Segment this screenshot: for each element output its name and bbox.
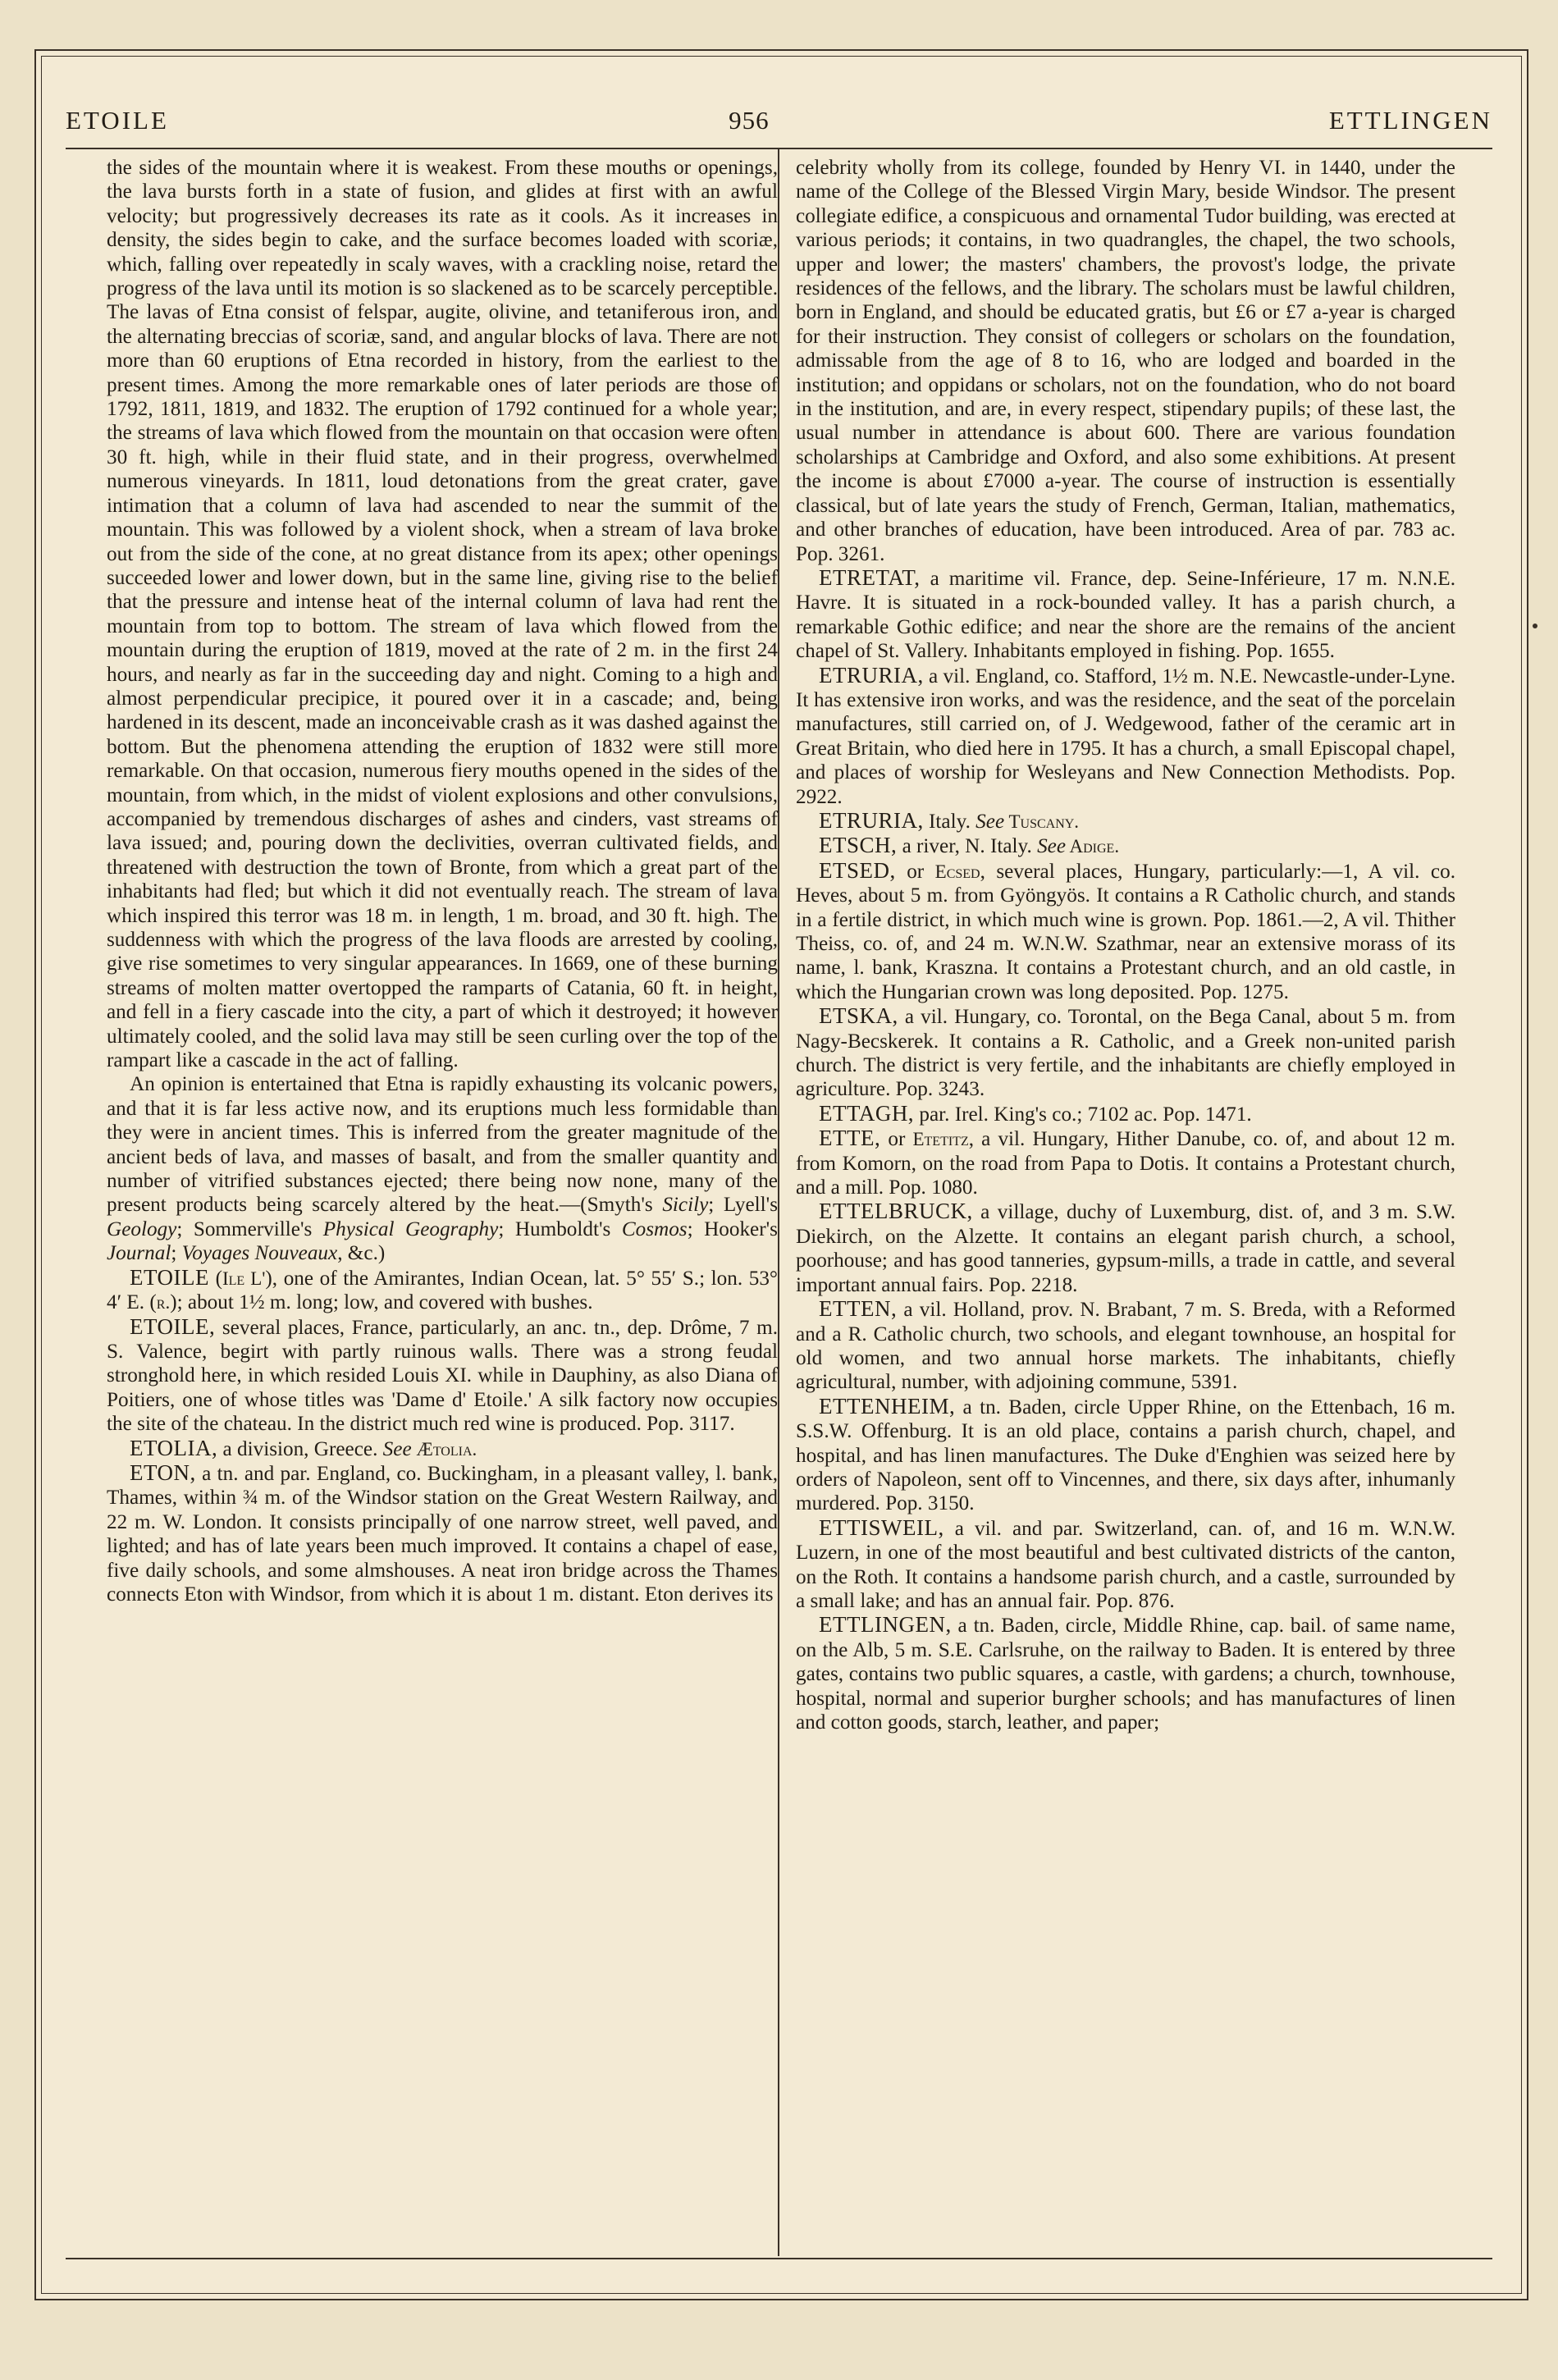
entry-ettenheim: ETTENHEIM, a tn. Baden, circle Upper Rhine, on the Ettenbach, 16 m. S.S.W. Offenburg. It is an old place, contains a parish church, chapel, and hospital, and has linen manufactures. The Duke d'Enghien was seized here by orders of Napoleon, sent off to Vincennes, and there, six days after, inhumanly murdered. Pop. 3150. bbox=[796, 1393, 1455, 1515]
headword: ETON, bbox=[130, 1460, 196, 1485]
column-divider bbox=[778, 148, 779, 2256]
headword: ETRETAT, bbox=[819, 564, 921, 590]
headword: ETSED, bbox=[819, 857, 896, 883]
headword: ETOILE bbox=[130, 1264, 209, 1290]
entry-etna-continued: the sides of the mountain where it is weakest. From these mouths or openings, the lava bursts forth in a state of fusion, and glides at first with an awful velocity; but progressively decreases its rate as it cools. As it increases in density, the sides begin to cake, and the surface becomes loaded with scoriæ, which, falling over repeatedly in scaly waves, with a crackling noise, retard the progress of the lava until its motion is so slackened as to be scarcely perceptible. The lavas of Etna consist of felspar, augite, olivine, and tetaniferous iron, and the alternating breccias of scoriæ, sand, and angular blocks of lava. There are not more than 60 eruptions of Etna recorded in history, from the earliest to the present times. Among the more remarkable ones of later periods are those of 1792, 1811, 1819, and 1832. The eruption of 1792 continued for a whole year; the streams of lava which flowed from the mountain on that occasion were often 30 ft. high, while in their fluid state, and in their progress, overwhelmed numerous vineyards. In 1811, loud detonations from the great crater, gave intimation that a column of lava had ascended to near the summit of the mountain. This was followed by a violent shock, when a stream of lava broke out from the side of the cone, at no great distance from its apex; other openings succeeded lower and lower down, but in the same line, giving rise to the belief that the pressure and intense heat of the internal column of lava had rent the mountain from top to bottom. The stream of lava which flowed from the mountain during the eruption of 1819, moved at the rate of 2 m. in the first 24 hours, and nearly as far in the succeeding day and night. Coming to a high and almost perpendicular precipice, it poured over it in a cascade; and, being hardened in its descent, made an inconceivable crash as it was dashed against the bottom. But the phenomena attending the eruption of 1832 were still more remarkable. On that occasion, numerous fiery mouths opened in the sides of the mountain, from which, in the midst of violent explosions and other convulsions, accompanied by tremendous discharges of ashes and cinders, vast streams of lava issued; and, pouring down the declivities, overran cultivated fields, and threatened with destruction the town of Bronte, from which a great part of the inhabitants had fled; but which it did not eventually reach. The stream of lava which inspired this terror was 18 m. in length, 1 m. broad, and 30 ft. high. The suddenness with which the progress of the lava floods are arrested by cooling, give rise sometimes to very singular appearances. In 1669, one of these burning streams of molten matter overtopped the ramparts of Catania, 60 ft. in height, and fell in a fiery cascade into the city, a part of which it destroyed; it however ultimately cooled, and the solid lava may still be seen curling over the top of the rampart like a cascade in the act of falling. bbox=[107, 157, 778, 1072]
entry-ettisweil: ETTISWEIL, a vil. and par. Switzerland, can. of, and 16 m. W.N.W. Luzern, in one of the most beautiful and best cultivated districts of the canton, on the Roth. It contains a handsome parish church, and a castle, surrounded by a small lake; and has an annual fair. Pop. 876. bbox=[796, 1514, 1455, 1612]
headword: ETRURIA, bbox=[819, 807, 924, 833]
entry-etsch: ETSCH, a river, N. Italy. See Adige. bbox=[819, 833, 1120, 858]
entry-ettagh: ETTAGH, par. Irel. King's co.; 7102 ac. Pop. 1471. bbox=[819, 1100, 1252, 1126]
entry-etsed: ETSED, or Ecsed, several places, Hungary, particularly:—1, A vil. co. Heves, about 5 m. from Gyöngyös. It contains a R Catholic church, and stands in a fertile district, in which much wine is grown. Pop. 1861.—2, A vil. Thither Theiss, co. of, and 24 m. W.N.W. Szathmar, near an extensive morass of its name, l. bank, Kraszna. It contains a Protestant church, and an old castle, in which the Hungarian crown was long deposited. Pop. 1275. bbox=[796, 857, 1455, 1003]
right-column bbox=[796, 156, 1455, 1734]
entry-etruria-england: ETRURIA, a vil. England, co. Stafford, 1½ m. N.E. Newcastle-under-Lyne. It has extensive iron works, and was the residence, and the seat of the porcelain manufactures, still carried on, of J. Wedgewood, father of the ceramic art in Great Britain, who died here in 1795. It has a church, a small Episcopal chapel, and places of worship for Wesleyans and New Connection Methodists. Pop. 2922. bbox=[796, 662, 1455, 808]
headword: ETSCH, bbox=[819, 833, 898, 858]
running-head-right: ETTLINGEN bbox=[1328, 106, 1492, 135]
entry-ettlingen: ETTLINGEN, a tn. Baden, circle, Middle Rhine, cap. bail. of same name, on the Alb, 5 m. S.E. Carlsruhe, on the railway to Baden. It is entered by three gates, contains two public squares, a castle, with gardens; a church, townhouse, hospital, normal and superior burgher schools; and has manufactures of linen and cotton goods, starch, leather, and paper; bbox=[796, 1612, 1455, 1734]
headword: ETOILE, bbox=[130, 1313, 216, 1339]
entry-etretat: ETRETAT, a maritime vil. France, dep. Seine-Inférieure, 17 m. N.N.E. Havre. It is situated in a rock-bounded valley. It has a parish church, a remarkable Gothic edifice; and near the shore are the remains of the ancient chapel of St. Vallery. Inhabitants employed in fishing. Pop. 1655. bbox=[796, 564, 1455, 663]
headword: ETRURIA, bbox=[819, 662, 924, 688]
headword: ETTELBRUCK, bbox=[819, 1199, 973, 1224]
entry-etna-opinion: An opinion is entertained that Etna is rapidly exhausting its volcanic powers, and that it is far less active now, and its eruptions much less formidable than they were in ancient times. This is inferred from the greater magnitude of the ancient beds of lava, and masses of basalt, and from the smaller quantity and number of vitrified substances ejected; there being now none, many of the present products being scarcely altered by the heat.—(Smyth's Sicily; Lyell's Geology; Sommerville's Physical Geography; Humboldt's Cosmos; Hooker's Journal; Voyages Nouveaux, &c.) bbox=[107, 1073, 779, 1265]
headword: ETTENHEIM, bbox=[819, 1393, 956, 1418]
headword: ETTE, bbox=[819, 1126, 881, 1151]
entry-etten: ETTEN, a vil. Holland, prov. N. Brabant, 7 m. S. Breda, with a Reformed and a R. Catholic church, two schools, and elegant townhouse, an hospital for old women, and two annual horse markets. The inhabitants, chiefly agricultural, number, with adjoining commune, 5391. bbox=[796, 1296, 1455, 1394]
running-head-left: ETOILE bbox=[66, 106, 169, 135]
entry-eton: ETON, a tn. and par. England, co. Buckingham, in a pleasant valley, l. bank, Thames, within ¾ m. of the Windsor station on the Great Western Railway, and 22 m. W. London. It consists principally of one narrow street, well paved, and lighted; and has of late years been much improved. It contains a chapel of ease, five daily schools, and some almshouses. A neat iron bridge across the Thames connects Eton with Windsor, from which it is about 1 m. distant. Eton derives its bbox=[107, 1460, 778, 1606]
entry-etolia: ETOLIA, a division, Greece. See Ætolia. bbox=[130, 1435, 477, 1460]
left-column bbox=[107, 156, 778, 1606]
headword: ETTISWEIL, bbox=[819, 1514, 944, 1540]
speck bbox=[1533, 624, 1537, 628]
entry-ettelbruck: ETTELBRUCK, a village, duchy of Luxemburg, dist. of, and 3 m. S.W. Diekirch, on the Alzette. It contains an elegant parish church, a school, poorhouse; and has good tanneries, gypsum-mills, a trade in cattle, and several important annual fairs. Pop. 2218. bbox=[796, 1199, 1455, 1296]
page-number: 956 bbox=[729, 106, 770, 135]
headword: ETTLINGEN, bbox=[819, 1612, 952, 1638]
headword: ETTAGH, bbox=[819, 1100, 915, 1126]
entry-etoile-france: ETOILE, several places, France, particularly, an anc. tn., dep. Drôme, 7 m. S. Valence, begirt with partly ruinous walls. There was a strong feudal stronghold here, in which resided Louis XI. while in Dauphiny, as also Diana of Poitiers, one of whose titles was 'Dame d' Etoile.' A silk factory now occupies the site of the chateau. In the district much red wine is produced. Pop. 3117. bbox=[107, 1313, 778, 1436]
entry-eton-continued: celebrity wholly from its college, founded by Henry VI. in 1440, under the name of the College of the Blessed Virgin Mary, beside Windsor. The present collegiate edifice, a conspicuous and ornamental Tudor building, was erected at various periods; it contains, in two quadrangles, the chapel, the two schools, upper and lower; the masters' chambers, the provost's lodge, the private residences of the fellows, and the library. The scholars must be lawful children, born in England, and should be educated gratis, but £6 or £7 a-year is charged for their instruction. They consist of collegers or scholars on the foundation, admissable from the age of 8 to 16, who are lodged and boarded in the institution; and oppidans or scholars, not on the foundation, who do not board in the institution, and are, in every respect, stipendary pupils; of these last, the usual number in attendance is about 600. There are various foundation scholarships at Cambridge and Oxford, and also some exhibitions. At present the income is about £7000 a-year. The course of instruction is essentially classical, but of late years the study of French, German, Italian, mathematics, and other branches of education, have been introduced. Area of par. 783 ac. Pop. 3261. bbox=[796, 157, 1455, 565]
entry-etruria-italy: ETRURIA, Italy. See Tuscany. bbox=[819, 807, 1080, 833]
headword: ETSKA, bbox=[819, 1003, 898, 1029]
entry-etoile-island: ETOILE (Ile L'), one of the Amirantes, Indian Ocean, lat. 5° 55′ S.; lon. 53° 4′ E. (r.); about 1½ m. long; low, and covered with bushes. bbox=[107, 1264, 778, 1314]
entry-ette: ETTE, or Etetitz, a vil. Hungary, Hither Danube, co. of, and about 12 m. from Komorn, on the road from Papa to Dotis. It contains a Protestant church, and a mill. Pop. 1080. bbox=[796, 1126, 1455, 1199]
footer-rule bbox=[66, 2258, 1492, 2259]
headword: ETTEN, bbox=[819, 1296, 898, 1322]
headword: ETOLIA, bbox=[130, 1435, 218, 1460]
running-head bbox=[66, 97, 1492, 144]
entry-etska: ETSKA, a vil. Hungary, co. Torontal, on the Bega Canal, about 5 m. from Nagy-Becskerek. It contains a R. Catholic, and a Greek non-united parish church. The district is very fertile, and the inhabitants are chiefly employed in agriculture. Pop. 3243. bbox=[796, 1003, 1455, 1101]
